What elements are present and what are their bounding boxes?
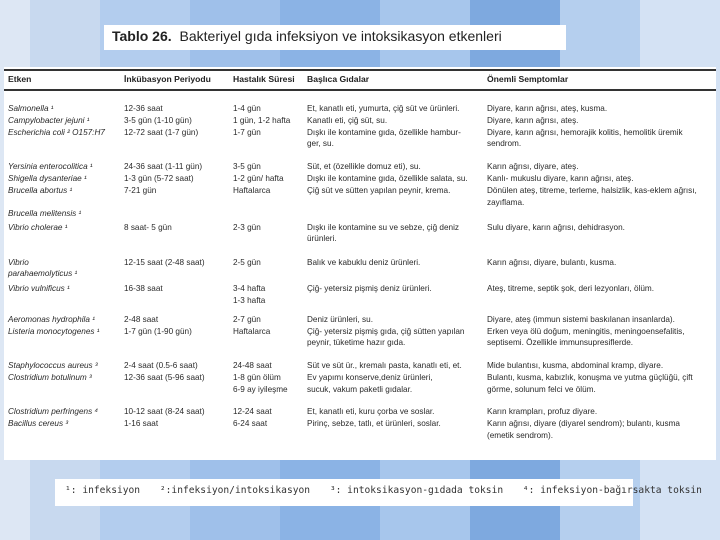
cell-foods [307,161,421,173]
cell-agent [8,372,92,384]
cell-foods [307,222,459,245]
cell-symptoms [487,283,654,295]
cell-duration-line: 3-5 gün [233,162,261,171]
cell-duration-line: 1-3 hafta [233,295,266,305]
cell-foods-line: Dışkı ile kontamine gıda, özellikle salata, su. [307,174,468,183]
cell-foods [307,326,464,349]
cell-foods-line: peynir, tüketime hazır gıda. [307,338,406,348]
cell-symptoms-line: Karın ağrısı, diyare, bulantı, kusma. [487,257,617,267]
cell-agent-line: Staphylococcus aureus ³ [8,361,98,370]
cell-foods [307,406,434,418]
cell-agent-line: Clostridium perfringens ⁴ [8,407,99,416]
cell-symptoms [487,115,578,127]
cell-agent [8,360,98,372]
cell-incubation-line: 1-3 gün (5-72 saat) [124,174,194,183]
cell-incubation [124,406,205,418]
cell-duration-line: 3-4 hafta [233,284,266,293]
header-duration: Hastalık Süresi [233,74,295,84]
cell-agent-line: Brucella melitensis ¹ [8,209,82,218]
cell-duration [233,222,261,234]
cell-duration [233,173,284,185]
cell-duration [233,360,272,372]
cell-incubation [124,161,202,173]
cell-incubation [124,372,205,384]
cell-symptoms-line: Diyare, karın ağrısı, ateş. [487,116,579,125]
cell-incubation-line: 7-21 gün [124,186,157,195]
cell-incubation [124,222,172,234]
cell-incubation-line: 1-7 gün (1-90 gün) [124,326,192,336]
cell-agent [8,418,68,430]
cell-duration [233,115,290,127]
cell-agent-line: Aeromonas hydrophila ¹ [8,314,95,324]
cell-agent-line: Vibrio vulnificus ¹ [8,284,70,293]
cell-agent-line: Vibrio [8,257,29,267]
cell-symptoms-line: (emetik sendrom). [487,430,553,440]
cell-symptoms-line: Diyare, ateş (immun sistemi baskılanan insanlarda). [487,314,675,324]
cell-symptoms [487,360,663,372]
cell-incubation [124,418,158,430]
cell-symptoms [487,222,625,234]
cell-agent [8,283,70,295]
cell-symptoms [487,127,683,150]
cell-foods-line: Çiğ- yetersiz pişmiş gıda, çiğ sütten yapılan [307,326,465,336]
cell-symptoms-line: Erken veya ölü doğum, meningitis, meningoensefalitis, [487,326,685,336]
cell-agent-line: Listeria monocytogenes ¹ [8,326,100,336]
cell-foods [307,103,459,115]
cell-incubation-line: 16-38 saat [124,284,163,293]
cell-foods [307,173,468,185]
cell-foods [307,115,387,127]
cell-incubation-line: 1-16 saat [124,419,159,428]
cell-incubation [124,360,198,372]
cell-foods-line: Pirinç, sebze, tatlı, et ürünleri, soslar. [307,419,441,428]
cell-symptoms [487,173,634,185]
cell-foods [307,314,373,326]
table-header [4,69,716,91]
footnotes [55,479,702,506]
cell-duration [233,314,261,326]
table-title [104,25,566,50]
cell-duration-line: 1-4 gün [233,104,261,113]
cell-duration-line: 24-48 saat [233,361,272,370]
cell-duration [233,103,261,115]
cell-agent [8,127,105,139]
cell-symptoms [487,418,680,441]
cell-foods-line: Dışkı ile kontamine su ve sebze, çiğ deniz [307,222,459,232]
cell-duration-line: 1-8 gün ölüm [233,373,281,382]
cell-incubation [124,115,192,127]
cell-symptoms [487,406,597,418]
cell-agent-line: Yersinia enterocolitica ¹ [8,162,93,171]
cell-duration-line: 2-5 gün [233,257,261,267]
cell-foods [307,127,461,150]
cell-foods [307,418,441,430]
cell-foods-line: sucuk, vakum paketli gıdalar. [307,384,413,394]
table-number: Tablo 26. [112,28,172,44]
cell-symptoms-line: Karın ağrısı, diyare (diyarel sendrom); bulantı, kusma [487,419,680,428]
cell-symptoms-line: Karın krampları, profuz diyare. [487,407,598,416]
cell-symptoms [487,326,685,349]
cell-duration-line: 1-2 gün/ hafta [233,174,284,183]
cell-agent-line: Brucella abortus ¹ [8,186,73,195]
cell-foods [307,257,420,269]
pathogen-table [4,67,716,460]
cell-incubation-line: 3-5 gün (1-10 gün) [124,116,192,125]
cell-incubation-line: 12-36 saat (5-96 saat) [124,373,205,382]
cell-foods [307,185,450,197]
cell-agent-line: Bacillus cereus ³ [8,419,69,428]
cell-agent-line: Clostridium botulinum ³ [8,373,92,382]
cell-agent [8,173,87,185]
cell-symptoms-line: Karın ağrısı, diyare, ateş. [487,162,579,171]
cell-agent-line: Shigella dysanteriae ¹ [8,174,87,183]
cell-symptoms-line: Diyare, karın ağrısı, hemorajik kolitis, hemolitik üremik [487,127,683,137]
footnote-3: ³: intoksikasyon-gıdada toksin [329,485,504,496]
cell-symptoms-line: Kanlı- mukuslu diyare, karın ağrısı, ateş. [487,174,634,183]
cell-symptoms-line: Mide bulantısı, kusma, abdominal kramp, diyare. [487,361,664,370]
cell-agent [8,208,81,220]
cell-incubation [124,185,156,197]
cell-foods-line: Çiğ- yetersiz pişmiş deniz ürünleri. [307,284,432,293]
cell-foods-line: Süt, et (özellikle domuz eti), su. [307,162,421,171]
cell-incubation-line: 8 saat- 5 gün [124,222,172,232]
cell-foods-line: Et, kanatlı eti, kuru çorba ve soslar. [307,407,435,416]
cell-incubation-line: 12-15 saat (2-48 saat) [124,257,205,267]
cell-duration [233,283,265,306]
cell-incubation [124,173,194,185]
cell-agent-line: Salmonella ¹ [8,104,54,113]
cell-foods [307,283,432,295]
cell-incubation [124,326,192,338]
cell-symptoms-line: septisemi. Özellikle immunsupresiflerde. [487,338,634,348]
cell-duration [233,161,261,173]
cell-incubation [124,314,158,326]
cell-incubation-line: 2-48 saat [124,314,159,324]
cell-agent [8,314,95,326]
header-foods: Başlıca Gıdalar [307,74,370,84]
cell-symptoms-line: görme, solunum felci ve ölüm. [487,384,596,394]
cell-foods-line: Dışkı ile kontamine gıda, özellikle hambur- [307,127,461,137]
cell-duration-line: Haftalarca [233,326,271,336]
cell-symptoms-line: Dönülen ateş, titreme, terleme, halsizlik, kas-eklem ağrısı, [487,186,697,195]
cell-incubation [124,257,205,269]
cell-foods [307,360,462,372]
cell-duration-line: 1-7 gün [233,127,261,137]
cell-foods-line: Ev yapımı konserve,deniz ürünleri, [307,373,433,382]
footnote-1: ¹: infeksiyon [65,485,141,496]
cell-duration [233,418,267,430]
cell-incubation [124,103,163,115]
table-title-text: Bakteriyel gıda infeksiyon ve intoksikasyon etkenleri [179,28,502,44]
cell-agent [8,161,93,173]
cell-duration-line: 6-24 saat [233,419,268,428]
cell-incubation [124,127,198,139]
cell-symptoms [487,161,578,173]
cell-foods-line: Kanatlı eti, çiğ süt, su. [307,116,388,125]
cell-duration-line: 2-7 gün [233,314,261,324]
cell-duration-line: 12-24 saat [233,407,272,416]
cell-agent [8,115,89,127]
footnote-4: ⁴: infeksiyon-bağırsakta toksin [522,485,702,496]
cell-duration [233,406,272,418]
cell-symptoms [487,372,693,395]
cell-duration [233,372,288,395]
cell-agent [8,406,98,418]
header-etken: Etken [8,74,32,84]
cell-duration [233,185,270,197]
cell-symptoms [487,314,675,326]
cell-agent [8,222,67,234]
cell-agent-line: Escherichia coli ² O157:H7 [8,127,105,137]
cell-symptoms-line: Bulantı, kusma, kabızlık, konuşma ve yutma güçlüğü, çift [487,373,693,382]
cell-foods-line: Balık ve kabuklu deniz ürünleri. [307,257,421,267]
cell-foods-line: Deniz ürünleri, su. [307,314,373,324]
cell-symptoms-line: Ateş, titreme, septik şok, deri lezyonları, ölüm. [487,284,654,293]
cell-foods-line: Süt ve süt ür., kremalı pasta, kanatlı eti, et. [307,361,462,370]
cell-duration [233,257,261,269]
cell-agent [8,185,72,197]
cell-duration [233,127,261,139]
cell-symptoms-line: sendrom. [487,139,522,149]
cell-incubation-line: 2-4 saat (0.5-6 saat) [124,361,198,370]
cell-incubation-line: 12-72 saat (1-7 gün) [124,127,199,137]
cell-foods-line: ürünleri. [307,234,337,244]
header-incubation: İnkübasyon Periyodu [124,74,211,84]
cell-symptoms-line: Diyare, karın ağrısı, ateş, kusma. [487,104,608,113]
cell-symptoms [487,103,607,115]
cell-incubation-line: 12-36 saat [124,104,163,113]
cell-incubation-line: 10-12 saat (8-24 saat) [124,407,205,416]
header-symptoms: Önemli Semptomlar [487,74,569,84]
cell-agent-line: Vibrio cholerae ¹ [8,222,68,232]
cell-duration-line: 1 gün, 1-2 hafta [233,116,291,125]
cell-foods-line: Et, kanatlı eti, yumurta, çiğ süt ve ürünleri. [307,104,460,113]
cell-foods [307,372,433,395]
cell-agent-line: parahaemolyticus ¹ [8,269,78,279]
cell-duration-line: Haftalarca [233,186,271,195]
cell-incubation [124,283,163,295]
cell-duration-line: 6-9 ay iyileşme [233,384,288,394]
cell-duration-line: 2-3 gün [233,222,261,232]
cell-symptoms-line: zayıflama. [487,197,525,207]
footnote-2: ²:infeksiyon/intoksikasyon [159,485,311,496]
cell-duration [233,326,270,338]
cell-agent-line: Campylobacter jejuni ¹ [8,116,90,125]
cell-agent [8,257,77,280]
cell-symptoms [487,257,616,269]
cell-symptoms-line: Sulu diyare, karın ağrısı, dehidrasyon. [487,222,625,232]
cell-foods-line: Çiğ süt ve sütten yapılan peynir, krema. [307,186,451,195]
cell-foods-line: ger, su. [307,139,334,149]
cell-symptoms [487,185,697,208]
cell-agent [8,103,54,115]
cell-incubation-line: 24-36 saat (1-11 gün) [124,162,203,171]
cell-agent [8,326,99,338]
